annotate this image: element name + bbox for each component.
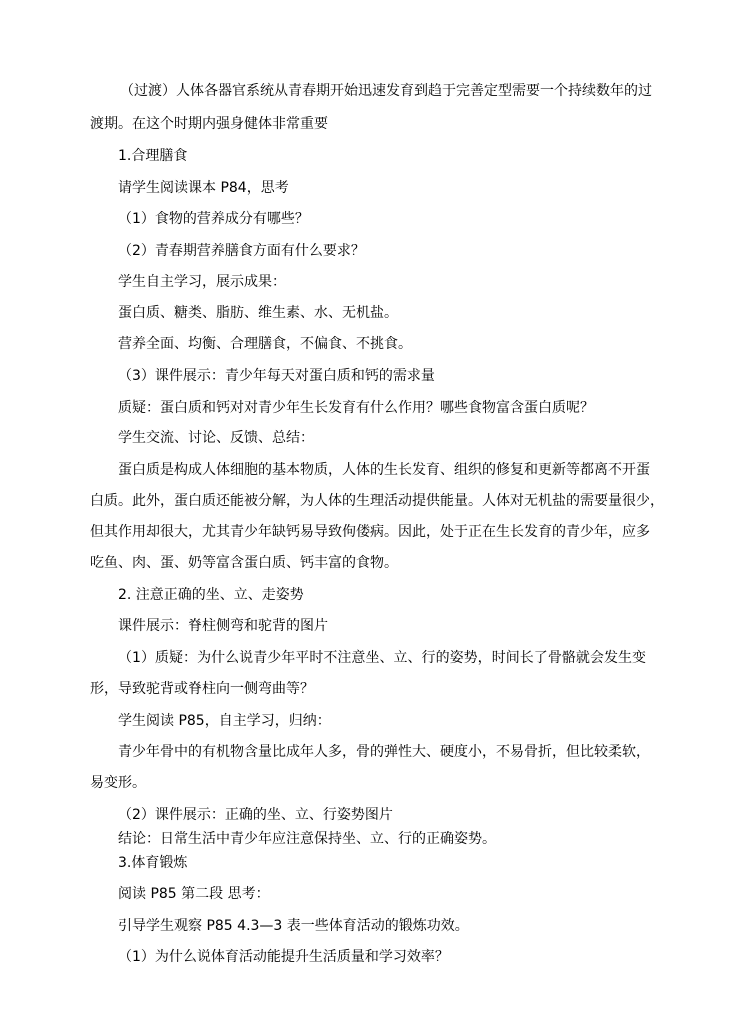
section-heading: 2. 注意正确的坐、立、走姿势 [118, 587, 304, 603]
question-line: （1）食物的营养成分有哪些？ [118, 211, 309, 227]
paragraph-line: 学生交流、讨论、反馈、总结： [118, 430, 314, 446]
paragraph-line: 吃鱼、肉、蛋、奶等富含蛋白质、钙丰富的食物。 [90, 555, 398, 571]
question-line: （2）青春期营养膳食方面有什么要求？ [118, 243, 365, 259]
section-heading: 3.体育锻炼 [118, 855, 188, 871]
paragraph-line: 阅读 P85 第二段 思考： [118, 886, 270, 902]
paragraph-line: 蛋白质、糖类、脂肪、维生素、水、无机盐。 [118, 305, 398, 321]
paragraph-line: 但其作用却很大，尤其青少年缺钙易导致佝偻病。因此，处于正在生长发育的青少年，应多 [90, 524, 650, 540]
paragraph-line: 易变形。 [90, 775, 146, 791]
paragraph-line: 学生阅读 P85，自主学习，归纳： [118, 713, 331, 729]
section-heading: 1.合理膳食 [118, 148, 188, 164]
question-line: （3）课件展示：青少年每天对蛋白质和钙的需求量 [118, 368, 435, 384]
paragraph-line: （过渡）人体各器官系统从青春期开始迅速发育到趋于完善定型需要一个持续数年的过 [120, 83, 652, 99]
paragraph-line: 质疑：蛋白质和钙对对青少年生长发育有什么作用？哪些食物富含蛋白质呢？ [118, 400, 594, 416]
paragraph-line: 结论：日常生活中青少年应注意保持坐、立、行的正确姿势。 [118, 831, 496, 847]
paragraph-line: 形，导致驼背或脊柱向一侧弯曲等？ [90, 681, 314, 697]
question-line: （1）为什么说体育活动能提升生活质量和学习效率？ [118, 949, 449, 965]
paragraph-line: 课件展示：脊柱侧弯和驼背的图片 [118, 618, 328, 634]
paragraph-line: 请学生阅读课本 P84，思考 [118, 180, 289, 196]
paragraph-line: 学生自主学习，展示成果： [118, 274, 286, 290]
paragraph-line: 白质。此外，蛋白质还能被分解，为人体的生理活动提供能量。人体对无机盐的需要量很少， [90, 493, 664, 509]
paragraph-line: 引导学生观察 P85 4.3—3 表一些体育活动的锻炼功效。 [118, 918, 469, 934]
paragraph-line: 渡期。在这个时期内强身健体非常重要 [90, 116, 328, 132]
paragraph-line: 蛋白质是构成人体细胞的基本物质，人体的生长发育、组织的修复和更新等都离不开蛋 [118, 462, 650, 478]
paragraph-line: 营养全面、均衡、合理膳食，不偏食、不挑食。 [118, 336, 412, 352]
question-line: （2）课件展示：正确的坐、立、行姿势图片 [118, 807, 393, 823]
question-line: （1）质疑：为什么说青少年平时不注意坐、立、行的姿势，时间长了骨骼就会发生变 [118, 650, 646, 666]
paragraph-line: 青少年骨中的有机物含量比成年人多，骨的弹性大、硬度小，不易骨折，但比较柔软， [118, 744, 650, 760]
